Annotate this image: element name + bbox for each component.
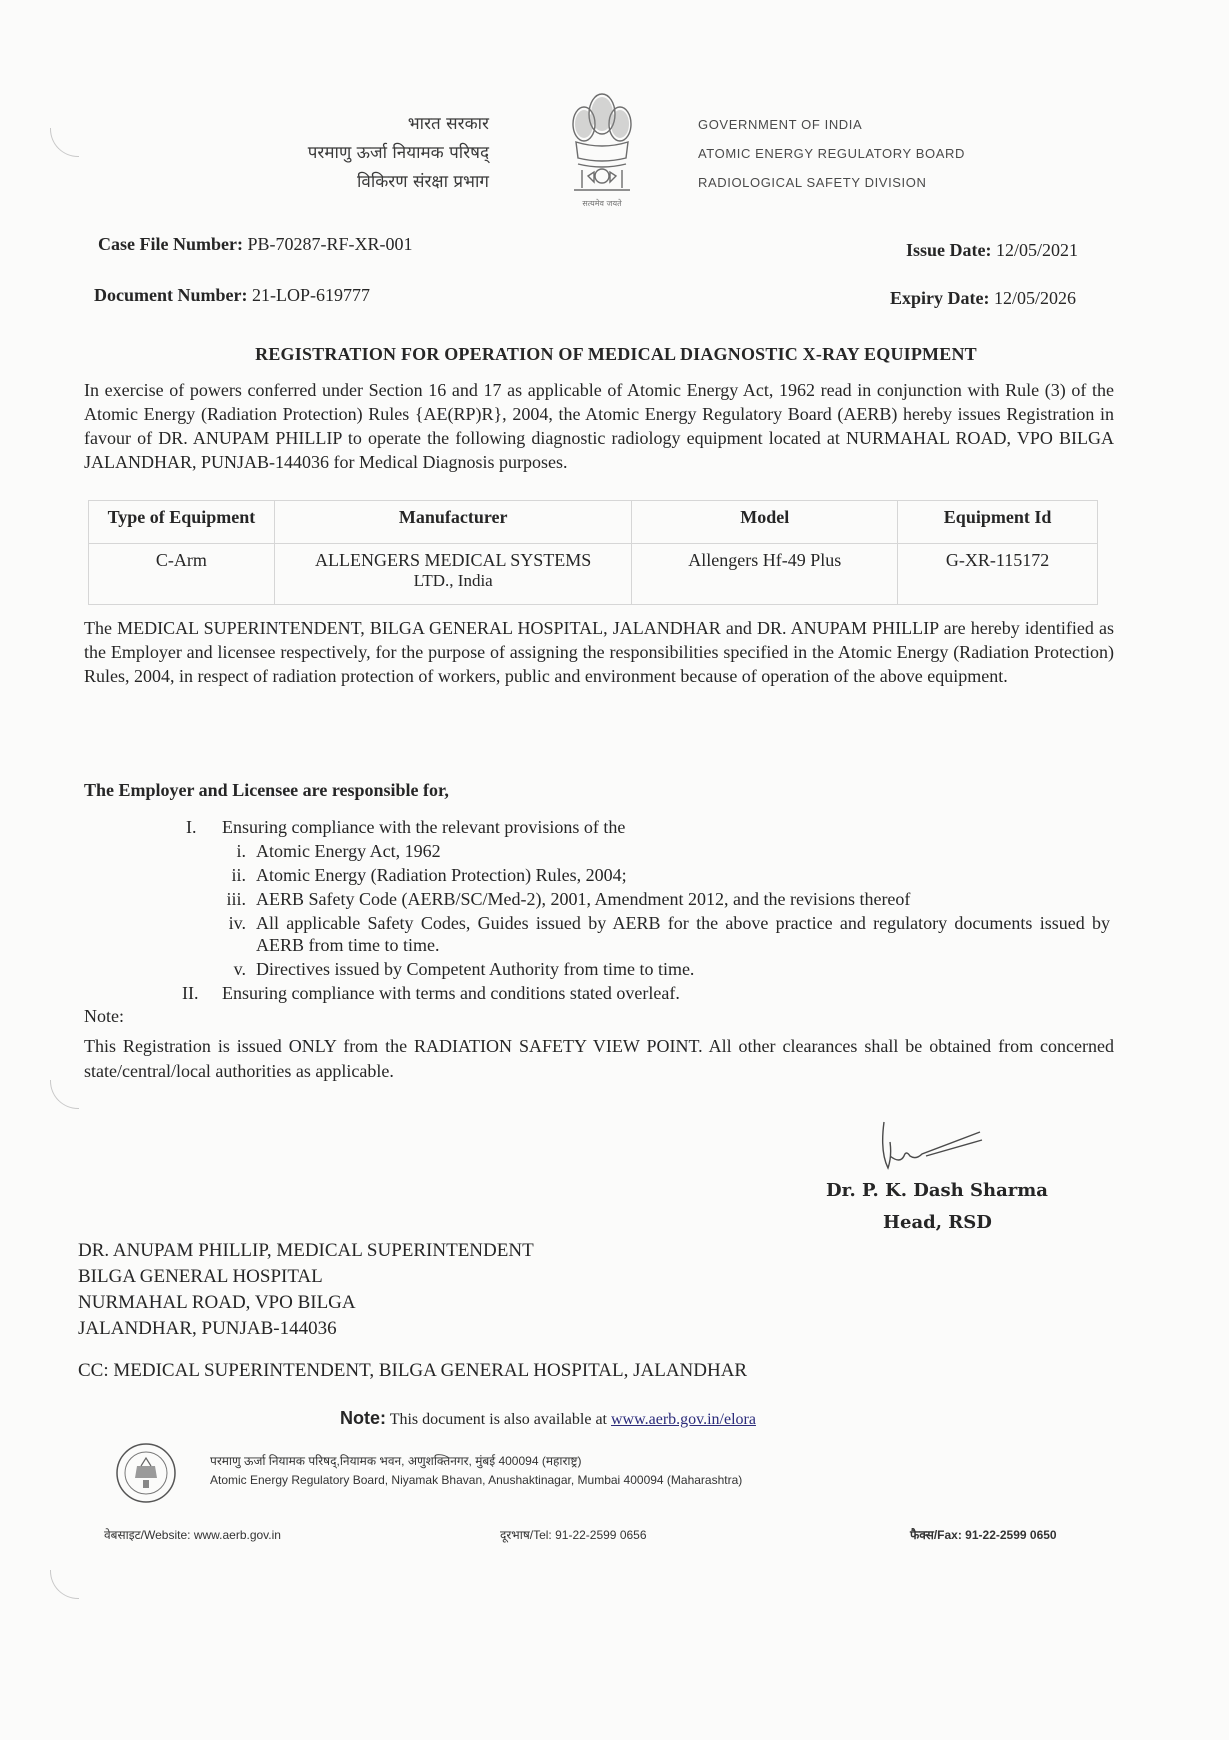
- sub-item-number: iii.: [226, 889, 246, 909]
- sub-item: Atomic Energy Act, 1962: [256, 841, 441, 861]
- address-line: BILGA GENERAL HOSPITAL: [78, 1266, 323, 1287]
- table-header: Manufacturer: [274, 501, 632, 544]
- table-header: Type of Equipment: [89, 501, 275, 544]
- responsibilities-heading: The Employer and Licensee are responsible for,: [84, 780, 449, 800]
- footer-note-text: This document is also available at: [386, 1411, 611, 1428]
- sub-item-number: v.: [233, 959, 246, 979]
- table-header-row: [89, 501, 1098, 544]
- intro-paragraph: In exercise of powers conferred under Section 16 and 17 as applicable of Atomic Energy Act, 1962 read in conjunction with Rule (3) of the Atomic Energy (Radiation Protection) Rules {AE(RP)R}, 2004, the Atomic Energy Regulatory Board (AERB) hereby issues Registration in favour of DR. ANUPAM PHILLIP to operate the following diagnostic radiology equipment located at NURMAHAL ROAD, VPO BILGA JALANDHAR, PUNJAB-144036 for Medical Diagnosis purposes.: [84, 380, 1114, 472]
- signatory-role: Head, RSD: [883, 1212, 992, 1233]
- sub-item-number: ii.: [231, 865, 246, 885]
- letterhead-english-line: ATOMIC ENERGY REGULATORY BOARD: [698, 146, 965, 161]
- letterhead-english-line: RADIOLOGICAL SAFETY DIVISION: [698, 175, 927, 190]
- issue-date-label: Issue Date:: [906, 240, 992, 260]
- footer-address: [210, 1452, 742, 1490]
- sub-item-number: i.: [236, 841, 246, 861]
- footer-note: [340, 1408, 756, 1429]
- signatory-name: Dr. P. K. Dash Sharma: [826, 1180, 1048, 1201]
- case-file-number: [98, 234, 412, 255]
- letterhead-english-line: GOVERNMENT OF INDIA: [698, 117, 863, 132]
- document-number-value: 21-LOP-619777: [247, 285, 370, 305]
- elora-link[interactable]: www.aerb.gov.in/elora: [610, 1411, 756, 1428]
- issue-date: [906, 240, 1078, 261]
- footer-fax: फैक्स/Fax: 91-22-2599 0650: [910, 1528, 1057, 1542]
- sub-item: All applicable Safety Codes, Guides issued by AERB for the above practice and regulatory documents issued by AERB from time to time.: [256, 913, 1110, 955]
- aerb-logo-icon: [115, 1442, 177, 1504]
- note-text: This Registration is issued ONLY from the RADIATION SAFETY VIEW POINT. All other clearances shall be obtained from concerned state/central/local authorities as applicable.: [84, 1036, 1114, 1081]
- footer-address-english: Atomic Energy Regulatory Board, Niyamak Bhavan, Anushaktinagar, Mumbai 400094 (Maharashtra): [210, 1473, 743, 1487]
- footer-tel: दूरभाष/Tel: 91-22-2599 0656: [500, 1528, 647, 1542]
- sub-item: Directives issued by Competent Authority from time to time.: [256, 959, 695, 979]
- sub-item-number: iv.: [228, 913, 246, 933]
- equipment-table: [88, 500, 1098, 605]
- punch-mark: [50, 1570, 79, 1599]
- case-file-label: Case File Number:: [98, 234, 243, 254]
- national-emblem-icon: [560, 84, 644, 214]
- address-line: DR. ANUPAM PHILLIP, MEDICAL SUPERINTENDENT: [78, 1240, 534, 1261]
- table-cell-equipment-id: G-XR-115172: [898, 544, 1098, 605]
- table-header: Equipment Id: [898, 501, 1098, 544]
- document-number: [94, 285, 370, 306]
- table-cell-manufacturer: [274, 544, 632, 605]
- case-file-value: PB-70287-RF-XR-001: [242, 234, 413, 254]
- expiry-date: [890, 288, 1076, 309]
- emblem-motto: सत्यमेव जयते: [582, 199, 622, 208]
- letterhead-hindi-line: परमाणु ऊर्जा नियामक परिषद्: [307, 143, 489, 163]
- address-line: NURMAHAL ROAD, VPO BILGA: [78, 1292, 356, 1313]
- recipient-address: [78, 1238, 534, 1342]
- footer-note-label: Note:: [340, 1408, 386, 1428]
- table-header: Model: [632, 501, 898, 544]
- sub-item: Atomic Energy (Radiation Protection) Rules, 2004;: [256, 865, 627, 885]
- letterhead-english: [698, 110, 965, 197]
- list-item: Ensuring compliance with the relevant provisions of the: [222, 817, 626, 837]
- manufacturer-line: LTD., India: [413, 571, 493, 590]
- signature-icon: [870, 1112, 990, 1176]
- punch-mark: [50, 1080, 79, 1109]
- document-title: REGISTRATION FOR OPERATION OF MEDICAL DIAGNOSTIC X-RAY EQUIPMENT: [255, 344, 977, 364]
- address-line: JALANDHAR, PUNJAB-144036: [78, 1318, 337, 1339]
- footer-address-hindi: परमाणु ऊर्जा नियामक परिषद्,नियामक भवन, अणुशक्तिनगर, मुंबई 400094 (महाराष्ट्र): [210, 1454, 582, 1468]
- table-cell-model: Allengers Hf-49 Plus: [632, 544, 898, 605]
- manufacturer-line: ALLENGERS MEDICAL SYSTEMS: [314, 550, 592, 570]
- cc-line: CC: MEDICAL SUPERINTENDENT, BILGA GENERAL HOSPITAL, JALANDHAR: [78, 1360, 748, 1381]
- letterhead-hindi: [308, 110, 489, 197]
- expiry-date-label: Expiry Date:: [890, 288, 990, 308]
- letterhead-hindi-line: भारत सरकार: [407, 114, 489, 134]
- sub-item: AERB Safety Code (AERB/SC/Med-2), 2001, Amendment 2012, and the revisions thereof: [256, 889, 911, 909]
- table-row: [89, 544, 1098, 605]
- list-item-number: I.: [186, 817, 197, 837]
- note-label: Note:: [84, 1006, 124, 1026]
- punch-mark: [50, 128, 79, 157]
- table-cell-type: C-Arm: [89, 544, 275, 605]
- letterhead-hindi-line: विकिरण संरक्षा प्रभाग: [356, 172, 489, 192]
- expiry-date-value: 12/05/2026: [989, 288, 1076, 308]
- employer-paragraph: The MEDICAL SUPERINTENDENT, BILGA GENERAL HOSPITAL, JALANDHAR and DR. ANUPAM PHILLIP are hereby identified as the Employer and licensee respectively, for the purpose of assigning the responsibilities specified in the Atomic Energy (Radiation Protection) Rules, 2004, in respect of radiation protection of workers, public and environment because of operation of the above equipment.: [84, 618, 1114, 686]
- footer-website: वेबसाइट/Website: www.aerb.gov.in: [104, 1528, 281, 1542]
- list-item: Ensuring compliance with terms and conditions stated overleaf.: [222, 983, 680, 1003]
- issue-date-value: 12/05/2021: [991, 240, 1079, 260]
- document-number-label: Document Number:: [94, 285, 248, 305]
- list-item-number: II.: [182, 983, 199, 1003]
